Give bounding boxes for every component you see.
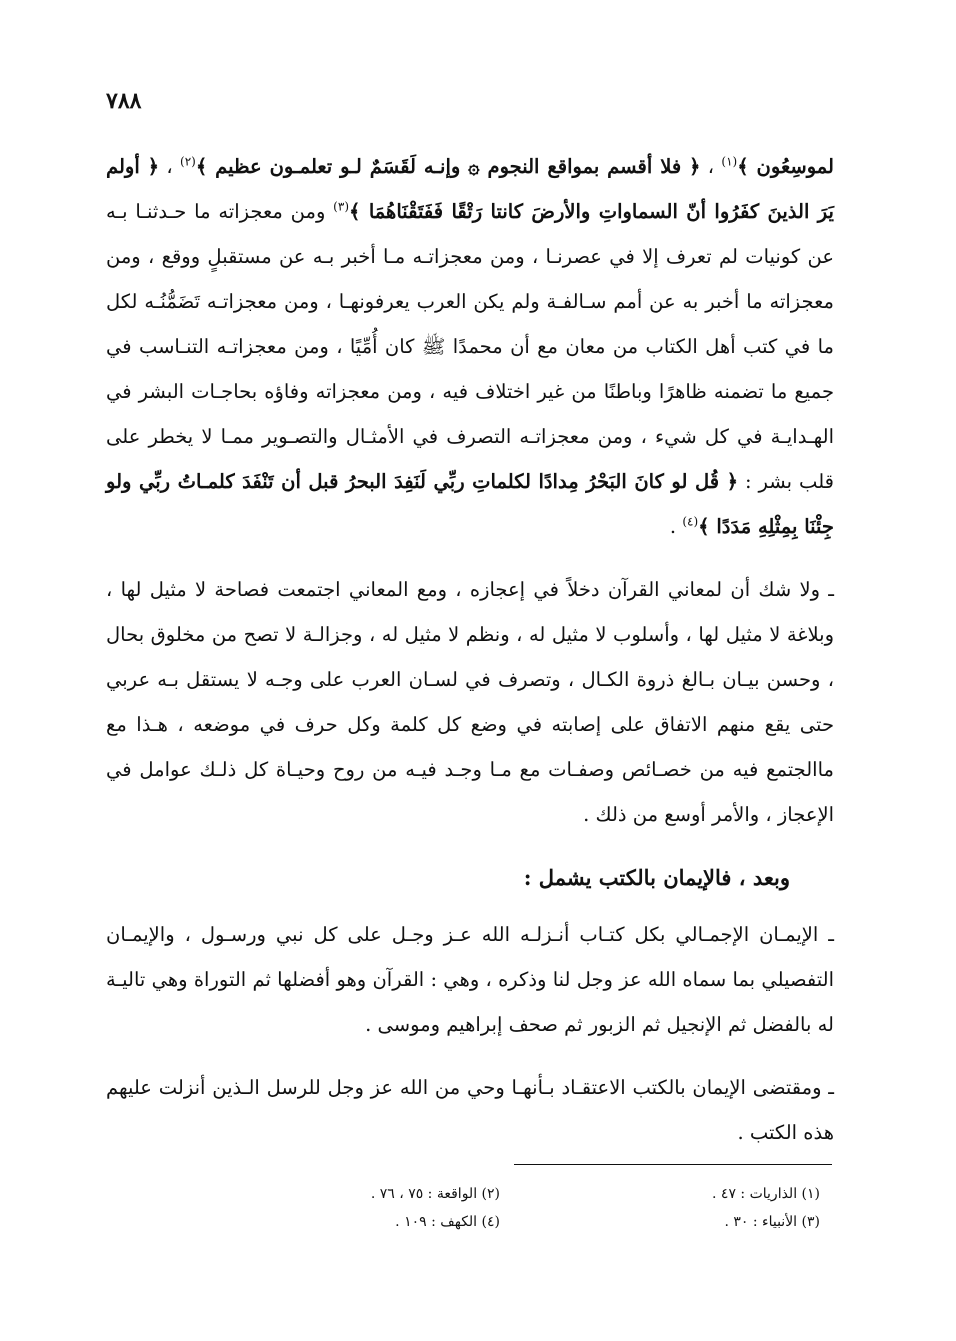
body-text: ومن معجزاته ما حـدثنـا بـه عن كونيات لم تعرف إلا في عصرنـا ، ومن معجزاتـه مـا أخبر بـه عن مستقبلٍ ووقع ، ومن معجزاته ما أخبر به عن أمم سـالفـة ولم يكن العرب يعرفونهـا ، ومن معجزاتـه تَضَمُّنُـه لكل ما في كتب أهل الكتاب من معان مع أن محمدًا ﷺ كان أُمِّيًا ، ومن معجزاتـه التنـاسب في جميع ما تضمنه ظاهرًا وباطنًا من غير اختلاف فيه ، ومن معجزاته وفاؤه بحاجـات البشر في الهـدايـة في كل شيء ، ومن معجزاتـه التصرف في الأمثـال والتصـوير ممـا لا يخطر على قلب بشر : [106, 200, 834, 493]
paragraph-eloquence [106, 567, 834, 837]
footnote-row [250, 1208, 820, 1236]
footnote-reference: (١) [721, 154, 738, 169]
paragraph-belief-types: ـ الإيمـان الإجمـالي بكل كتـاب أنـزلـه الله عـز وجـل على كل نبي ورسـول ، والإيمـان التفصيلي بما سماه الله عز وجل لنا وذكره ، وهي : القرآن وهو أفضلها ثم التوراة وهي تاليـة له بالفضل ثم الإنجيل ثم الزبور ثم صحف إبراهيم وموسى . [106, 923, 834, 1036]
footnote-reference: (٣) [333, 199, 349, 214]
quran-quote: ﴿ قُل لو كانَ البَحْرُ مِدادًا لكلماتِ ربِّي لَنَفِدَ البحرُ قبل أن تَنْفَدَ كلمـاتُ ربِّي ولو جِئْنَا بِمِثْلِهِ مَدَدًا ﴾ [106, 470, 834, 538]
page-body [106, 144, 834, 1155]
body-text: ـ ولا شك أن لمعاني القرآن دخلاً في إعجازه ، ومع المعاني اجتمعت فصاحة لا مثيل لها ، وبلاغة لا مثيل لها ، وأسلوب لا مثيل له ، ونظم لا مثيل له ، وجزالـة لا تصح من مخلوق بحال ، وحسن بيـان بـالغ ذروة الكـال ، وتصرف في لسـان العرب على وجـه لا يستقل بـه عربي حتى يقع منهم الاتفاق على إصابته في وضع كل كلمة وكل حرف في موضعه ، هـذا مع ماالجتمع فيه من خصـائص وصفـات مع مـا وجـد فيـه من روح وحيـاة كل ذلـك عوامل في الإعجاز ، والأمر أوسع من ذلك . [106, 578, 834, 826]
footnote-3: (٣) الأنبياء : ٣٠ . [724, 1214, 820, 1230]
quran-quote: لموسِعُون ﴾ [737, 155, 834, 178]
paragraph-miracles [106, 144, 834, 549]
footnote-1: (١) الذاريات : ٤٧ . [712, 1186, 820, 1202]
quran-quote: ﴿ فلا أقسم بمواقع النجوم ۞ وإنـه لَقَسَمٌ لـو تعلمـون عظيم ﴾ [195, 155, 701, 178]
footnote-divider [514, 1164, 832, 1165]
footnote-2: (٢) الواقعة : ٧٥ ، ٧٦ . [370, 1186, 500, 1202]
body-text: ، [700, 155, 722, 178]
page-number: ٧٨٨ [106, 88, 142, 114]
paragraph-belief-requirement: ـ ومقتضى الإيمان بالكتب الاعتقـاد بـأنهـا وحي من الله عز وجل للرسل الـذين أنزلت عليهم هذه الكتب . [106, 1076, 834, 1144]
footnotes [250, 1180, 820, 1236]
section-heading: وبعد ، فالإيمان بالكتب يشمل : [523, 865, 790, 890]
quran-quote: ﴿ أولم يَرَ الذينَ كفَرُوا أنّ السماواتِ والأرضَ كانتا رَتْقًا فَفَتَقْنَاهُمَا ﴾ [106, 155, 834, 223]
footnote-4: (٤) الكهف : ١٠٩ . [395, 1214, 500, 1230]
footnote-reference: (٤) [682, 514, 699, 529]
footnote-row [250, 1180, 820, 1208]
body-text: . [669, 515, 683, 538]
footnote-reference: (٢) [180, 154, 196, 169]
body-text: ، [159, 155, 181, 178]
